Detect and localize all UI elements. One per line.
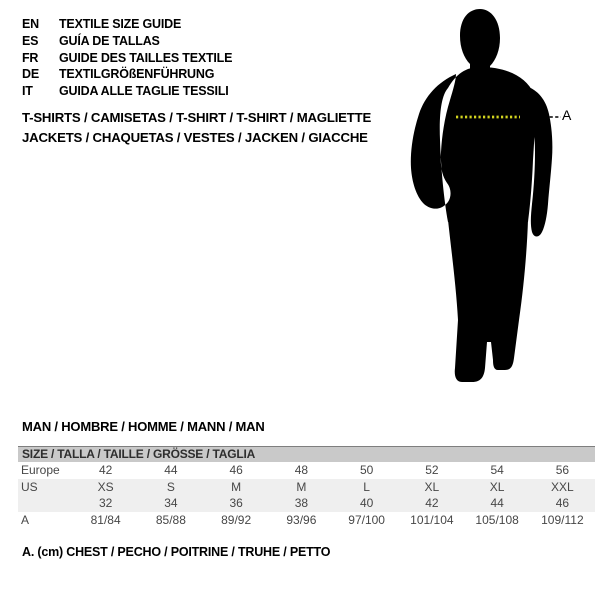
footnote-chest: A. (cm) CHEST / PECHO / POITRINE / TRUHE / PETTO: [22, 545, 331, 559]
size-cell: S: [166, 479, 175, 494]
measure-label-a: A: [562, 107, 572, 123]
size-cell: 89/92: [221, 512, 252, 527]
language-row-es: [22, 33, 232, 50]
size-table: [18, 446, 595, 528]
language-row-de: [22, 66, 232, 83]
size-cell: XS: [97, 479, 114, 494]
size-cell: 36: [229, 496, 243, 510]
language-code: FR: [22, 50, 39, 65]
table-row: [18, 462, 595, 479]
language-guide-title: TEXTILE SIZE GUIDE: [59, 17, 182, 31]
size-cell: M: [296, 479, 307, 494]
size-cell: 50: [359, 463, 374, 477]
language-row-en: [22, 16, 232, 33]
language-guide-title: GUÍA DE TALLAS: [59, 33, 160, 48]
language-guide-title: TEXTILGRÖßENFÜHRUNG: [59, 67, 215, 82]
section-title-man: MAN / HOMBRE / HOMME / MANN / MAN: [22, 419, 265, 434]
size-cell: 109/112: [541, 512, 584, 527]
row-label: Europe: [21, 463, 60, 477]
man-silhouette: [398, 0, 598, 400]
language-guide-title: GUIDE DES TAILLES TEXTILE: [59, 50, 233, 65]
size-cell: 44: [490, 496, 504, 510]
size-cell: 42: [425, 496, 439, 510]
size-cell: L: [363, 479, 370, 494]
language-row-it: [22, 83, 232, 100]
size-cell: 46: [555, 496, 570, 510]
language-code: ES: [22, 33, 39, 48]
language-list: [22, 16, 232, 100]
size-cell: 48: [294, 463, 309, 477]
size-cell: 40: [359, 496, 374, 510]
language-code: DE: [22, 67, 39, 82]
size-cell: 93/96: [286, 512, 317, 527]
category-line-jackets: JACKETS / CHAQUETAS / VESTES / JACKEN / GIACCHE: [22, 129, 368, 145]
size-cell: 54: [490, 463, 504, 477]
size-cell: 32: [98, 496, 113, 510]
size-cell: 44: [164, 463, 178, 477]
language-row-fr: [22, 50, 232, 67]
size-table-header: SIZE / TALLA / TAILLE / GRÖSSE / TAGLIA: [18, 446, 595, 462]
size-cell: M: [231, 479, 242, 494]
table-row: [18, 512, 595, 529]
size-cell: 42: [98, 463, 113, 477]
size-cell: 34: [164, 496, 178, 510]
size-cell: XL: [424, 479, 440, 494]
table-row: [18, 495, 595, 512]
language-guide-title: GUIDA ALLE TAGLIE TESSILI: [59, 84, 229, 99]
size-cell: 97/100: [348, 512, 385, 527]
size-table-rows: [18, 462, 595, 528]
size-cell: 81/84: [90, 512, 121, 527]
size-cell: 46: [229, 463, 243, 477]
size-cell: XXL: [551, 479, 574, 494]
size-cell: 101/104: [410, 512, 454, 527]
size-cell: 38: [294, 496, 309, 510]
row-label: A: [21, 512, 30, 527]
table-row: [18, 479, 595, 496]
category-lines: [22, 108, 371, 147]
size-cell: 105/108: [475, 512, 519, 527]
size-cell: 85/88: [155, 512, 186, 527]
row-label: [18, 495, 73, 512]
size-cell: XL: [489, 479, 505, 494]
language-code: EN: [22, 17, 39, 31]
size-cell: 56: [555, 463, 570, 477]
language-code: IT: [22, 84, 33, 99]
row-label: US: [21, 479, 38, 494]
man-body-shape: [411, 9, 553, 382]
category-line-tshirts: T-SHIRTS / CAMISETAS / T-SHIRT / T-SHIRT / MAGLIETTE: [22, 110, 372, 125]
size-cell: 52: [425, 463, 439, 477]
